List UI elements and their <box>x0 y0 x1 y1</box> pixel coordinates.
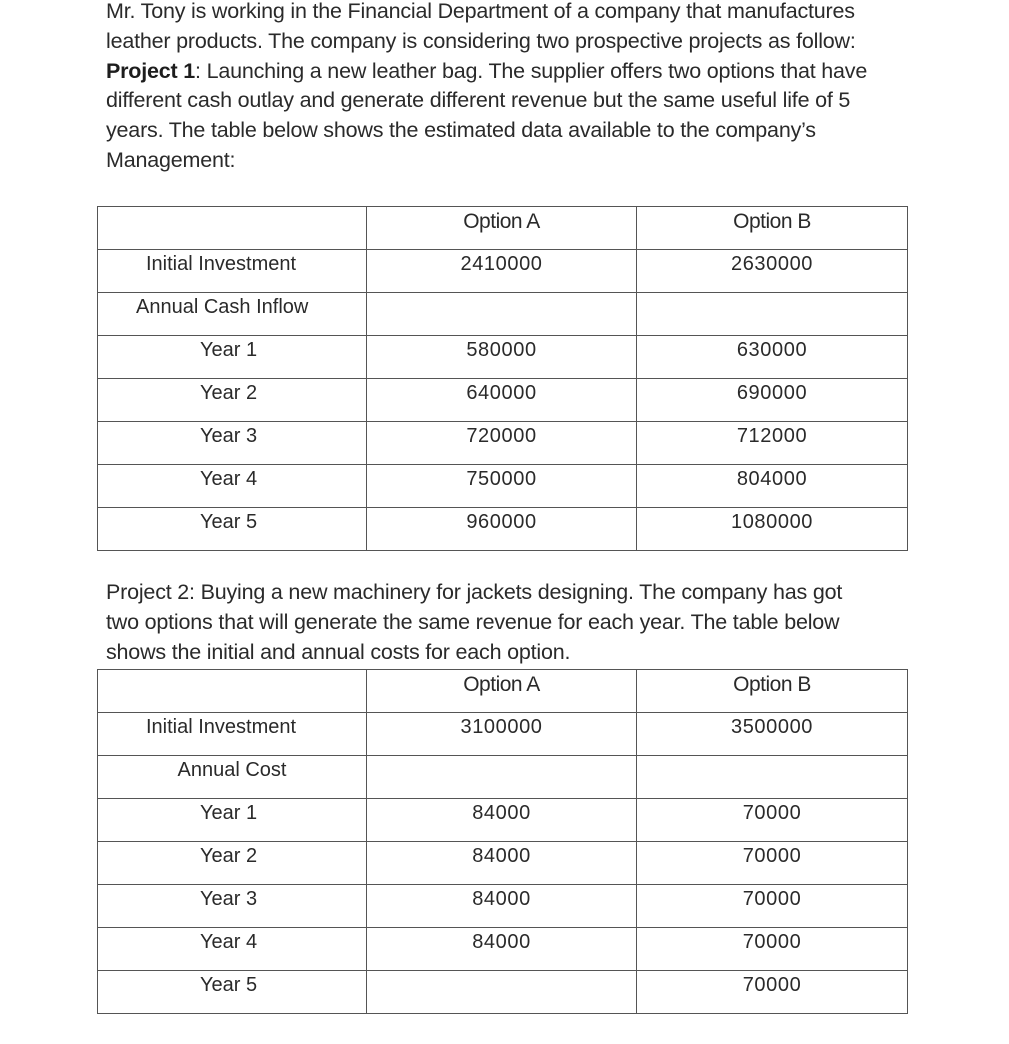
table-row <box>98 799 908 842</box>
project2-line: Project 2: Buying a new machinery for jackets designing. The company has got <box>106 580 843 604</box>
intro-line: Mr. Tony is working in the Financial Department of a company that manufactures <box>106 0 855 23</box>
table-row <box>98 250 908 293</box>
option-b-value: 70000 <box>742 974 802 996</box>
option-b-value: 712000 <box>736 425 808 447</box>
year-label: Year 4 <box>200 931 258 953</box>
year-label: Year 1 <box>200 802 258 824</box>
table-header-row <box>98 207 908 250</box>
project1-label: Project 1 <box>106 58 196 83</box>
option-a-value: 84000 <box>472 845 531 867</box>
option-a-value <box>367 971 636 974</box>
initial-a-value: 2410000 <box>460 253 543 275</box>
year-label: Year 4 <box>200 468 258 490</box>
table-header-row <box>98 670 908 713</box>
intro-line: years. The table below shows the estimated data available to the company’s <box>106 118 816 143</box>
option-a-value: 960000 <box>466 511 537 533</box>
year-label: Year 5 <box>200 974 258 996</box>
project2-table <box>97 669 908 1014</box>
intro-line: leather products. The company is considering two prospective projects as follow: <box>106 28 856 53</box>
project1-line <box>106 57 926 87</box>
initial-b-value: 3500000 <box>730 716 814 738</box>
year-label: Year 3 <box>200 425 258 447</box>
initial-investment-label: Initial Investment <box>146 253 297 275</box>
option-a-header: Option A <box>463 673 540 696</box>
option-a-value: 84000 <box>472 802 531 824</box>
option-a-value: 84000 <box>472 931 531 953</box>
year-label: Year 1 <box>200 339 258 361</box>
option-b-value: 70000 <box>742 802 802 824</box>
option-b-value: 630000 <box>736 339 808 361</box>
option-b-value: 1080000 <box>730 511 814 533</box>
table-row <box>98 713 908 756</box>
table-row <box>98 293 908 336</box>
option-a-value: 720000 <box>466 425 537 447</box>
initial-investment-label: Initial Investment <box>146 716 297 738</box>
section-label: Annual Cash Inflow <box>136 296 309 318</box>
option-a-value: 640000 <box>466 382 537 404</box>
year-label: Year 2 <box>200 382 258 404</box>
table-row <box>98 508 908 551</box>
initial-a-value: 3100000 <box>460 716 543 738</box>
option-b-header: Option B <box>733 673 811 696</box>
section-label: Annual Cost <box>177 759 287 781</box>
option-b-value: 70000 <box>742 845 802 867</box>
intro-line: Management: <box>106 147 236 172</box>
option-a-value: 84000 <box>472 888 531 910</box>
project2-line: shows the initial and annual costs for each option. <box>106 639 571 664</box>
intro-line: different cash outlay and generate different revenue but the same useful life of 5 <box>106 88 851 113</box>
option-b-value: 690000 <box>736 382 808 404</box>
table-row <box>98 422 908 465</box>
table-row <box>98 842 908 885</box>
option-b-value: 804000 <box>736 468 808 490</box>
option-a-header: Option A <box>463 210 540 233</box>
year-label: Year 2 <box>200 845 258 867</box>
project1-text: : Launching a new leather bag. The supplier offers two options that have <box>195 58 868 83</box>
option-b-value: 70000 <box>742 931 802 953</box>
year-label: Year 5 <box>200 511 258 533</box>
year-label: Year 3 <box>200 888 258 910</box>
table-row <box>98 971 908 1014</box>
table-row <box>98 379 908 422</box>
table-row <box>98 928 908 971</box>
table-row <box>98 756 908 799</box>
project2-line: two options that will generate the same revenue for each year. The table below <box>106 609 840 634</box>
table-row <box>98 885 908 928</box>
option-a-value: 750000 <box>466 468 537 490</box>
project2-description <box>106 578 926 667</box>
table-row <box>98 465 908 508</box>
option-b-header: Option B <box>733 210 811 233</box>
initial-b-value: 2630000 <box>730 253 814 275</box>
project1-table <box>97 206 908 551</box>
option-b-value: 70000 <box>742 888 802 910</box>
option-a-value: 580000 <box>466 339 537 361</box>
table-row <box>98 336 908 379</box>
project1-description <box>106 0 926 176</box>
